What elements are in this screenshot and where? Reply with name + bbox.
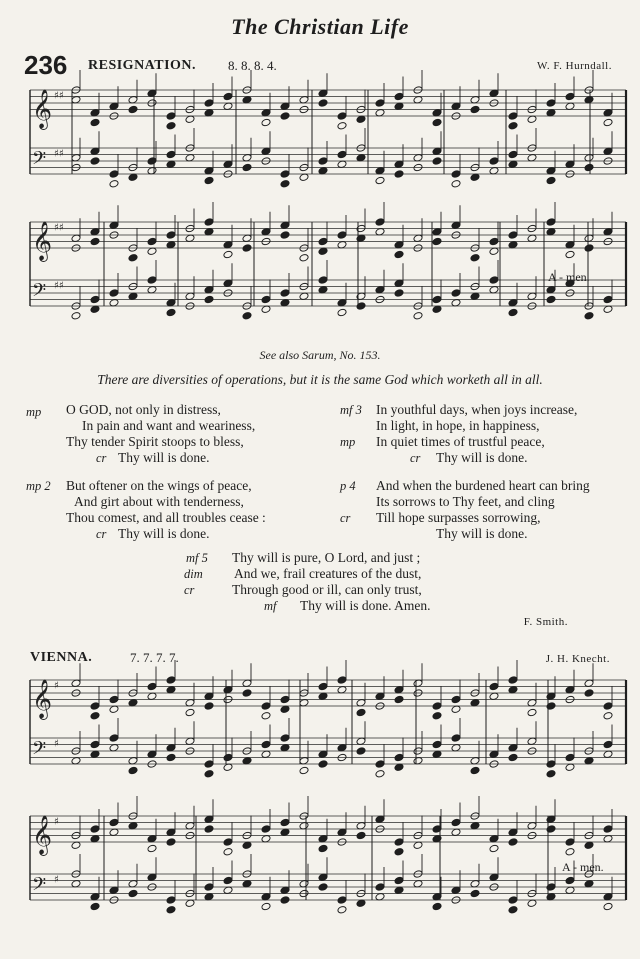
svg-text:♯♯: ♯♯ [54,90,64,102]
verse-line: Through good or ill, can only trust, [232,582,422,597]
verse-dynamic: mp [340,435,356,449]
verse-line: And we, frail creatures of the dust, [234,566,422,581]
amen-text: A - men. [548,270,590,284]
verse-dynamic: cr [410,451,421,465]
verse-line: In youthful days, when joys increase, [376,402,578,417]
verse-line: Its sorrows to Thy feet, and cling [376,494,555,509]
verse-line: And girt about with tenderness, [74,494,244,509]
verse-line: Thy will is done. [118,450,210,465]
tune-composer-2: J. H. Knecht. [545,653,610,665]
svg-text:♯: ♯ [54,874,59,886]
hymn-number: 236 [24,50,68,80]
scripture-quote: There are diversities of operations, but it is the same God which worketh all in all. [97,372,543,387]
verse-dynamic: p 4 [340,479,356,493]
verse-dynamic: mf 5 [186,551,208,565]
verse-line: In light, in hope, in happiness, [376,418,540,433]
verse-dynamic: dim [184,567,203,581]
verse-dynamic: cr [184,583,195,597]
amen-text-2: A - men. [562,860,604,874]
tune-composer: W. F. Hurndall. [537,60,612,72]
verse-line: Thy will is done. [118,526,210,541]
verse-dynamic: mf [264,599,277,613]
verse-dynamic: mf 3 [340,403,362,417]
svg-text:♯♯: ♯♯ [54,280,64,292]
svg-text:♯: ♯ [54,680,59,692]
svg-text:♯♯: ♯♯ [54,222,64,234]
verse-line: Thy will is done. [436,526,528,541]
verse-line: O GOD, not only in distress, [66,402,221,417]
verse-line: In pain and want and weariness, [82,418,256,433]
svg-text:♯: ♯ [54,816,59,828]
tune-name: RESIGNATION. [88,58,197,73]
verse-line: But oftener on the wings of peace, [66,478,252,493]
verse-dynamic: mp 2 [26,479,51,493]
verse-dynamic: mp [26,405,42,419]
svg-text:𝄞: 𝄞 [32,815,53,855]
verse-line: Thy will is done. [436,450,528,465]
page-header: The Christian Life [231,14,409,39]
tune-meter-2: 7. 7. 7. 7. [130,650,179,665]
verse-dynamic: cr [96,451,107,465]
verse-line: In quiet times of trustful peace, [376,434,545,449]
svg-text:𝄞: 𝄞 [32,679,53,719]
svg-text:♯♯: ♯♯ [54,148,64,160]
tune-name-2: VIENNA. [30,650,93,665]
svg-text:𝄢: 𝄢 [32,874,47,900]
verse-line: And when the burdened heart can bring [376,478,590,493]
svg-text:𝄞: 𝄞 [32,221,53,261]
verse-line: Thy tender Spirit stoops to bless, [66,434,244,449]
verse-line: Till hope surpasses sorrowing, [376,510,541,525]
svg-text:𝄞: 𝄞 [32,89,53,129]
verse-line: Thou comest, and all troubles cease : [66,510,266,525]
svg-text:♯: ♯ [54,738,59,750]
see-also-note: See also Sarum, No. 153. [259,348,381,362]
verse-line: Thy will is done. Amen. [300,598,431,613]
svg-text:𝄢: 𝄢 [32,280,47,306]
verse-dynamic: cr [96,527,107,541]
verse-dynamic: cr [340,511,351,525]
hymn-author: F. Smith. [523,616,568,628]
tune-meter: 8. 8. 8. 4. [228,58,277,73]
verse-line: Thy will is pure, O Lord, and just ; [232,550,421,565]
svg-text:𝄢: 𝄢 [32,148,47,174]
svg-text:𝄢: 𝄢 [32,738,47,764]
